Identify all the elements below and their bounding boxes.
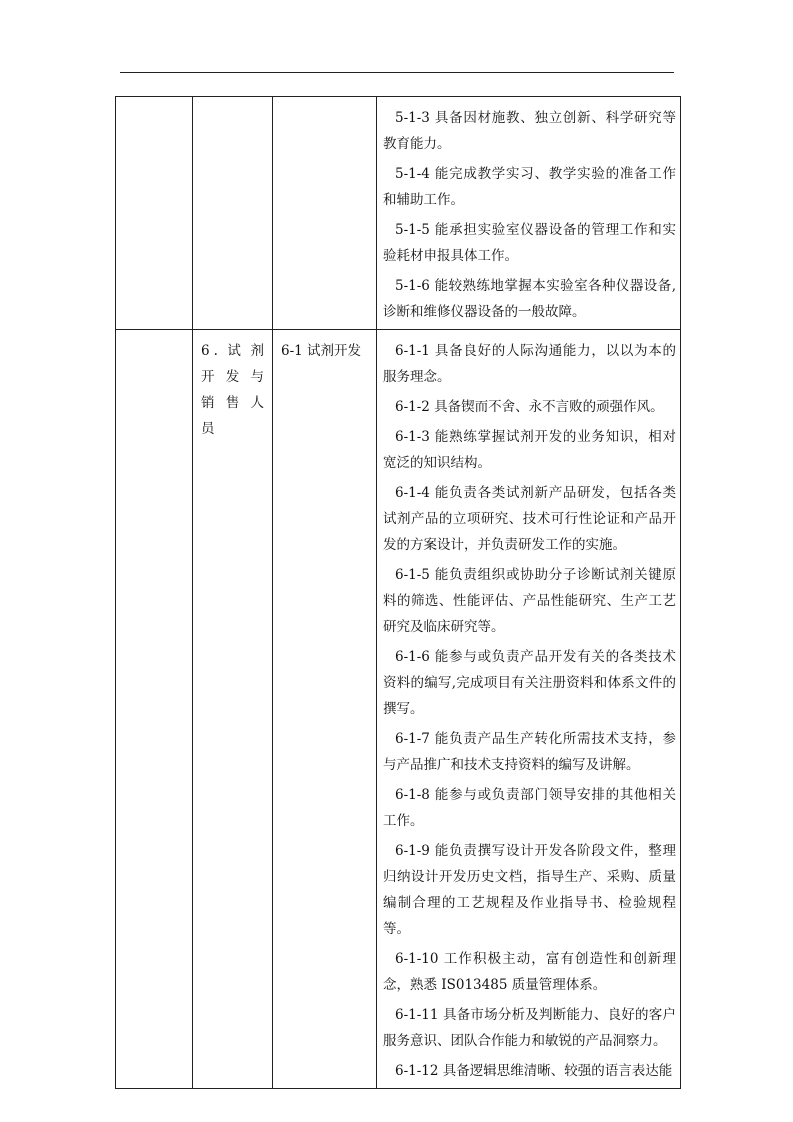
- role-cell: 6.试剂开发与销售人员: [193, 330, 273, 1089]
- requirement-item: 6-1-3 能熟练掌握试剂开发的业务知识，相对宽泛的知识结构。: [383, 429, 676, 471]
- requirement-item: 5-1-6 能较熟练地掌握本实验室各种仪器设备,诊断和维修仪器设备的一般故障。: [383, 278, 676, 320]
- requirement-item: 6-1-11 具备市场分析及判断能力、良好的客户服务意识、团队合作能力和敏锐的产品洞察力。: [383, 1007, 676, 1049]
- requirement-item: 5-1-4 能完成教学实习、教学实验的准备工作和辅助工作。: [383, 166, 676, 208]
- requirement-item: 5-1-3 具备因材施教、独立创新、科学研究等教育能力。: [383, 110, 676, 152]
- sub-role-cell: [273, 97, 377, 330]
- category-cell: [116, 97, 193, 330]
- requirement-item: 6-1-7 能负责产品生产转化所需技术支持，参与产品推广和技术支持资料的编写及讲解。: [383, 731, 676, 773]
- requirement-item: 6-1-2 具备锲而不舍、永不言败的顽强作风。: [395, 399, 664, 415]
- requirement-item: 5-1-5 能承担实验室仪器设备的管理工作和实验耗材申报具体工作。: [383, 222, 676, 264]
- table-row: [116, 330, 681, 1089]
- requirement-item: 6-1-9 能负责撰写设计开发各阶段文件，整理归纳设计开发历史文档，指导生产、采购、质量编制合理的工艺规程及作业指导书、检验规程等。: [383, 843, 676, 937]
- competency-table: [115, 96, 681, 1089]
- requirement-item: 6-1-8 能参与或负责部门领导安排的其他相关工作。: [383, 787, 676, 829]
- requirement-item: 6-1-12 具备逻辑思维清晰、较强的语言表达能: [395, 1063, 673, 1079]
- requirements-cell: [377, 330, 681, 1089]
- requirement-item: 6-1-1 具备良好的人际沟通能力，以以为本的服务理念。: [383, 343, 676, 385]
- category-cell: [116, 330, 193, 1089]
- requirement-item: 6-1-6 能参与或负责产品开发有关的各类技术资料的编写,完成项目有关注册资料和体系文件的撰写。: [383, 649, 676, 717]
- requirement-item: 6-1-5 能负责组织或协助分子诊断试剂关键原料的筛选、性能评估、产品性能研究、生产工艺研究及临床研究等。: [383, 567, 676, 635]
- header-rule: [120, 72, 674, 73]
- requirement-item: 6-1-4 能负责各类试剂新产品研发，包括各类试剂产品的立项研究、技术可行性论证和产品开发的方案设计，并负责研发工作的实施。: [383, 485, 676, 553]
- requirements-cell: [377, 97, 681, 330]
- role-cell: [193, 97, 273, 330]
- requirement-item: 6-1-10 工作积极主动，富有创造性和创新理念，熟悉 IS013485 质量管理体系。: [383, 951, 676, 993]
- sub-role-cell: 6-1 试剂开发: [273, 330, 377, 1089]
- table-row: [116, 97, 681, 330]
